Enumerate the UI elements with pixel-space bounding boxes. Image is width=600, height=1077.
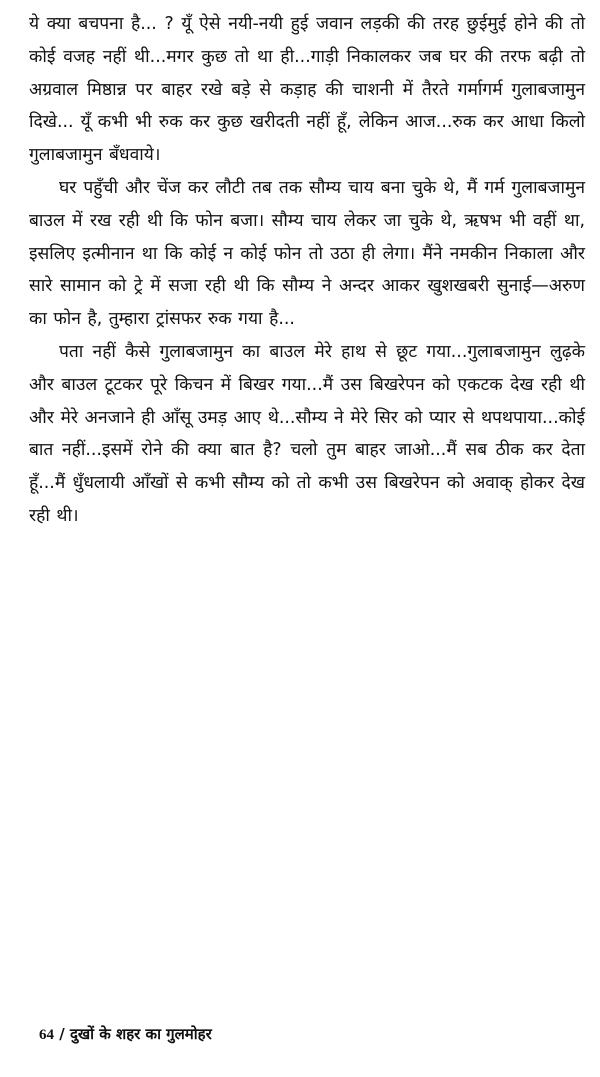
paragraph-2: घर पहुँची और चेंज कर लौटी तब तक सौम्य चाय बना चुके थे, मैं गर्म गुलाबजामुन बाउल में रख रही थी कि फोन बजा। सौम्य चाय लेकर जा चुके थे, ऋषभ भी वहीं था, इसलिए इत्मीनान था कि कोई न कोई फोन तो उठा ही लेगा। मैंने नमकीन निकाला और सारे सामान को ट्रे में सजा रही थी कि सौम्य ने अन्दर आकर खुशखबरी सुनाई—अरुण का फोन है, तुम्हारा ट्रांसफर रुक गया है...	[29, 177, 585, 330]
paragraph-1: ये क्या बचपना है... ? यूँ ऐसे नयी-नयी हुई जवान लड़की की तरह छुईमुई होने की तो कोई वजह नहीं थी...मगर कुछ तो था ही...गाड़ी निकालकर जब घर की तरफ बढ़ी तो अग्रवाल मिष्ठान्न पर बाहर रखे बड़े से कड़ाह की चाशनी में तैरते गर्मागर्म गुलाबजामुन दिखे... यूँ कभी भी रुक कर कुछ खरीदती नहीं हूँ, लेकिन आज...रुक कर आधा किलो गुलाबजामुन बँधवाये।	[29, 14, 585, 166]
page-number: 64	[39, 1027, 54, 1043]
book-title: दुखों के शहर का गुलमोहर	[69, 1025, 212, 1043]
page-footer	[39, 1024, 212, 1044]
paragraph-3: पता नहीं कैसे गुलाबजामुन का बाउल मेरे हाथ से छूट गया...गुलाबजामुन लुढ़के और बाउल टूटकर पूरे किचन में बिखर गया...मैं उस बिखरेपन को एकटक देख रही थी और मेरे अनजाने ही आँसू उमड़ आए थे...सौम्य ने मेरे सिर को प्यार से थपथपाया...कोई बात नहीं...इसमें रोने की क्या बात है? चलो तुम बाहर जाओ...मैं सब ठीक कर देता हूँ...मैं धुँधलायी आँखों से कभी सौम्य को तो कभी उस बिखरेपन को अवाक् होकर देख रही थी।	[29, 341, 585, 526]
footer-separator: /	[54, 1025, 70, 1043]
body-text	[29, 8, 585, 533]
